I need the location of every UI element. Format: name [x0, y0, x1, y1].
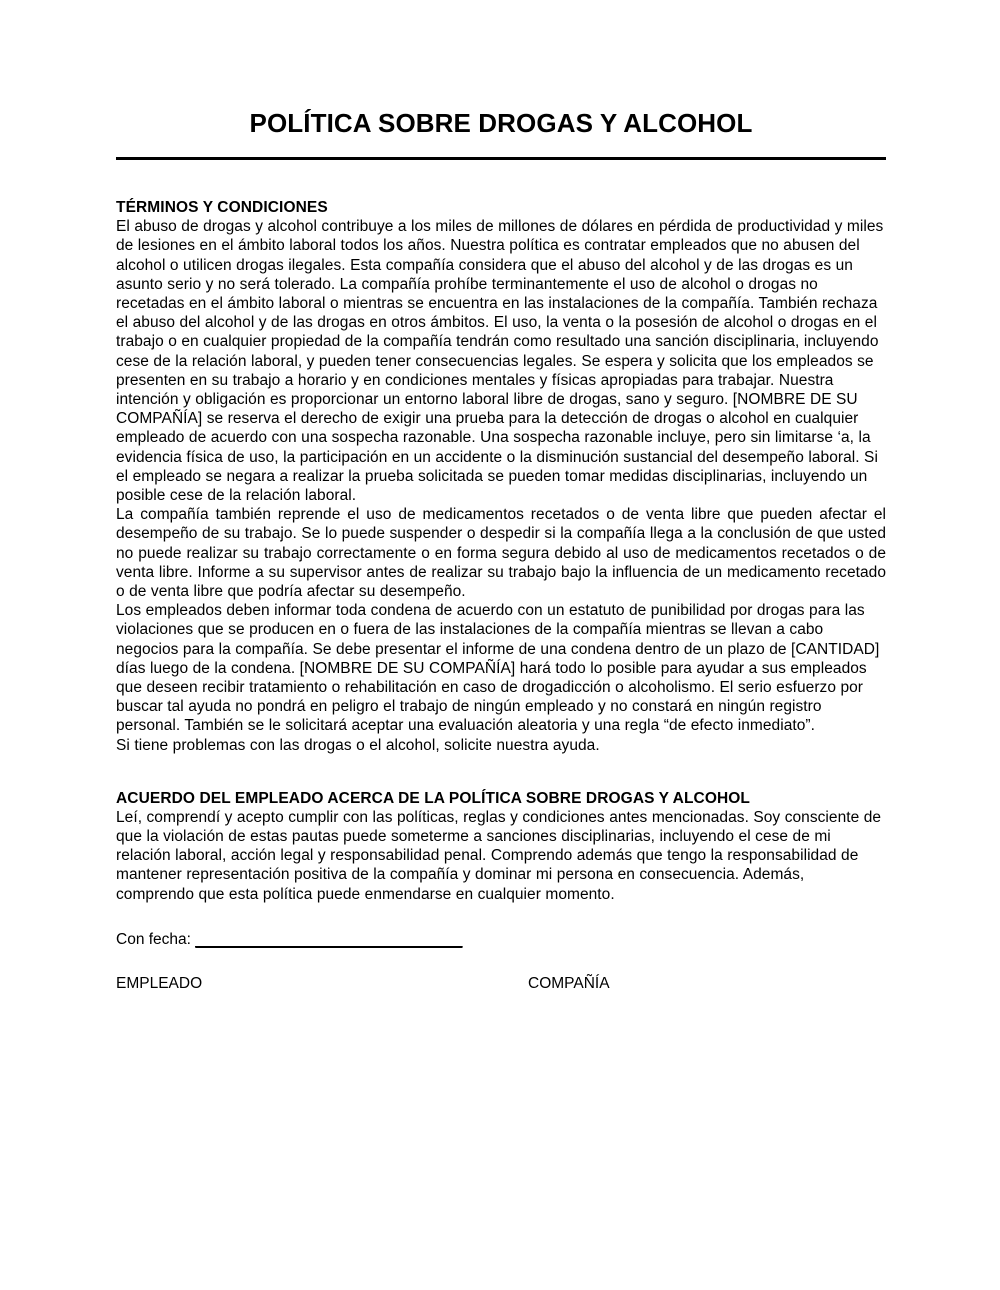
date-line — [116, 930, 886, 949]
signature-label-employee: EMPLEADO — [116, 975, 203, 993]
paragraph-employee-acknowledgement: Leí, comprendí y acepto cumplir con las políticas, reglas y condiciones antes mencionadas. Soy consciente de que la violación de estas pautas puede someterme a sanciones disciplinarias, incluyendo el cese de mi relación laboral, acción legal y responsabilidad penal. Comprendo además que tengo la responsabilidad de mantener representación positiva de la compañía y dominar mi persona en consecuencia. Además, comprendo que esta política puede enmendarse en cualquier momento. — [116, 808, 882, 903]
date-blank-field[interactable]: _______________________________ — [195, 930, 463, 948]
page-title: POLÍTICA SOBRE DROGAS Y ALCOHOL — [249, 108, 753, 138]
title-divider — [116, 157, 886, 160]
paragraph-conviction-reporting: Los empleados deben informar toda condena de acuerdo con un estatuto de punibilidad por drogas para las violaciones que se producen en o fuera de las instalaciones de la compañía mientras se llevan a cabo negocios para la compañía. Se debe presentar el informe de una condena dentro de un plazo de [CANTIDAD] días luego de la condena. [NOMBRE DE SU COMPAÑÍA] hará todo lo posible para ayudar a sus empleados que deseen recibir tratamiento o rehabilitación en caso de drogadicción o alcoholismo. El serio esfuerzo por buscar tal ayuda no pondrá en peligro el trabajo de ningún empleado y no constará en ningún registro personal. También se le solicitará aceptar una evaluación aleatoria y una regla “de efecto inmediato”. — [116, 602, 880, 735]
paragraph-help-request: Si tiene problemas con las drogas o el alcohol, solicite nuestra ayuda. — [116, 736, 600, 754]
signature-label-company: COMPAÑÍA — [528, 975, 610, 993]
section-heading-agreement: ACUERDO DEL EMPLEADO ACERCA DE LA POLÍTICA SOBRE DROGAS Y ALCOHOL — [116, 789, 750, 807]
signature-row — [116, 974, 886, 993]
paragraph-policy-overview: El abuso de drogas y alcohol contribuye a los miles de millones de dólares en pérdida de productividad y miles de lesiones en el ámbito laboral todos los años. Nuestra política es contratar empleados que no abusen del alcohol o utilicen drogas ilegales. Esta compañía considera que el abuso del alcohol y de las drogas es un asunto serio y no será tolerado. La compañía prohíbe terminantemente el uso de alcohol o drogas no recetadas en el ámbito laboral o mientras se encuentra en las instalaciones de la compañía. También rechaza el abuso del alcohol y de las drogas en otros ámbitos. El uso, la venta o la posesión de alcohol o drogas en el trabajo o en cualquier propiedad de la compañía tendrán como resultado una sanción disciplinaria, incluyendo cese de la relación laboral, y pueden tener consecuencias legales. Se espera y solicita que los empleados se presenten en su trabajo a horario y en condiciones mentales y físicas apropiadas para trabajar. Nuestra intención y obligación es proporcionar un entorno laboral libre de drogas, sano y seguro. [NOMBRE DE SU COMPAÑÍA] se reserva el derecho de exigir una prueba para la detección de drogas o alcohol en cualquier empleado de acuerdo con una sospecha razonable. Una sospecha razonable incluye, pero sin limitarse ‘a, la evidencia física de uso, la participación en un accidente o la disminución sustancial del desempeño laboral. Si el empleado se negara a realizar la prueba solicitada se pueden tomar medidas disciplinarias, incluyendo un posible cese de la relación laboral. — [116, 218, 884, 505]
date-label: Con fecha: — [116, 930, 196, 948]
section-heading-terms: TÉRMINOS Y CONDICIONES — [116, 199, 328, 217]
paragraph-prescription-medication: La compañía también reprende el uso de medicamentos recetados o de venta libre que pueden afectar el desempeño de su trabajo. Se lo puede suspender o despedir si la compañía llega a la conclusión de que usted no puede realizar su trabajo correctamente o en forma segura debido al uso de medicamentos recetados o de venta libre. Informe a su supervisor antes de realizar su trabajo bajo la influencia de un medicamento recetado o de venta libre que podría afectar su desempeño. — [116, 506, 886, 601]
document-content — [116, 0, 886, 993]
